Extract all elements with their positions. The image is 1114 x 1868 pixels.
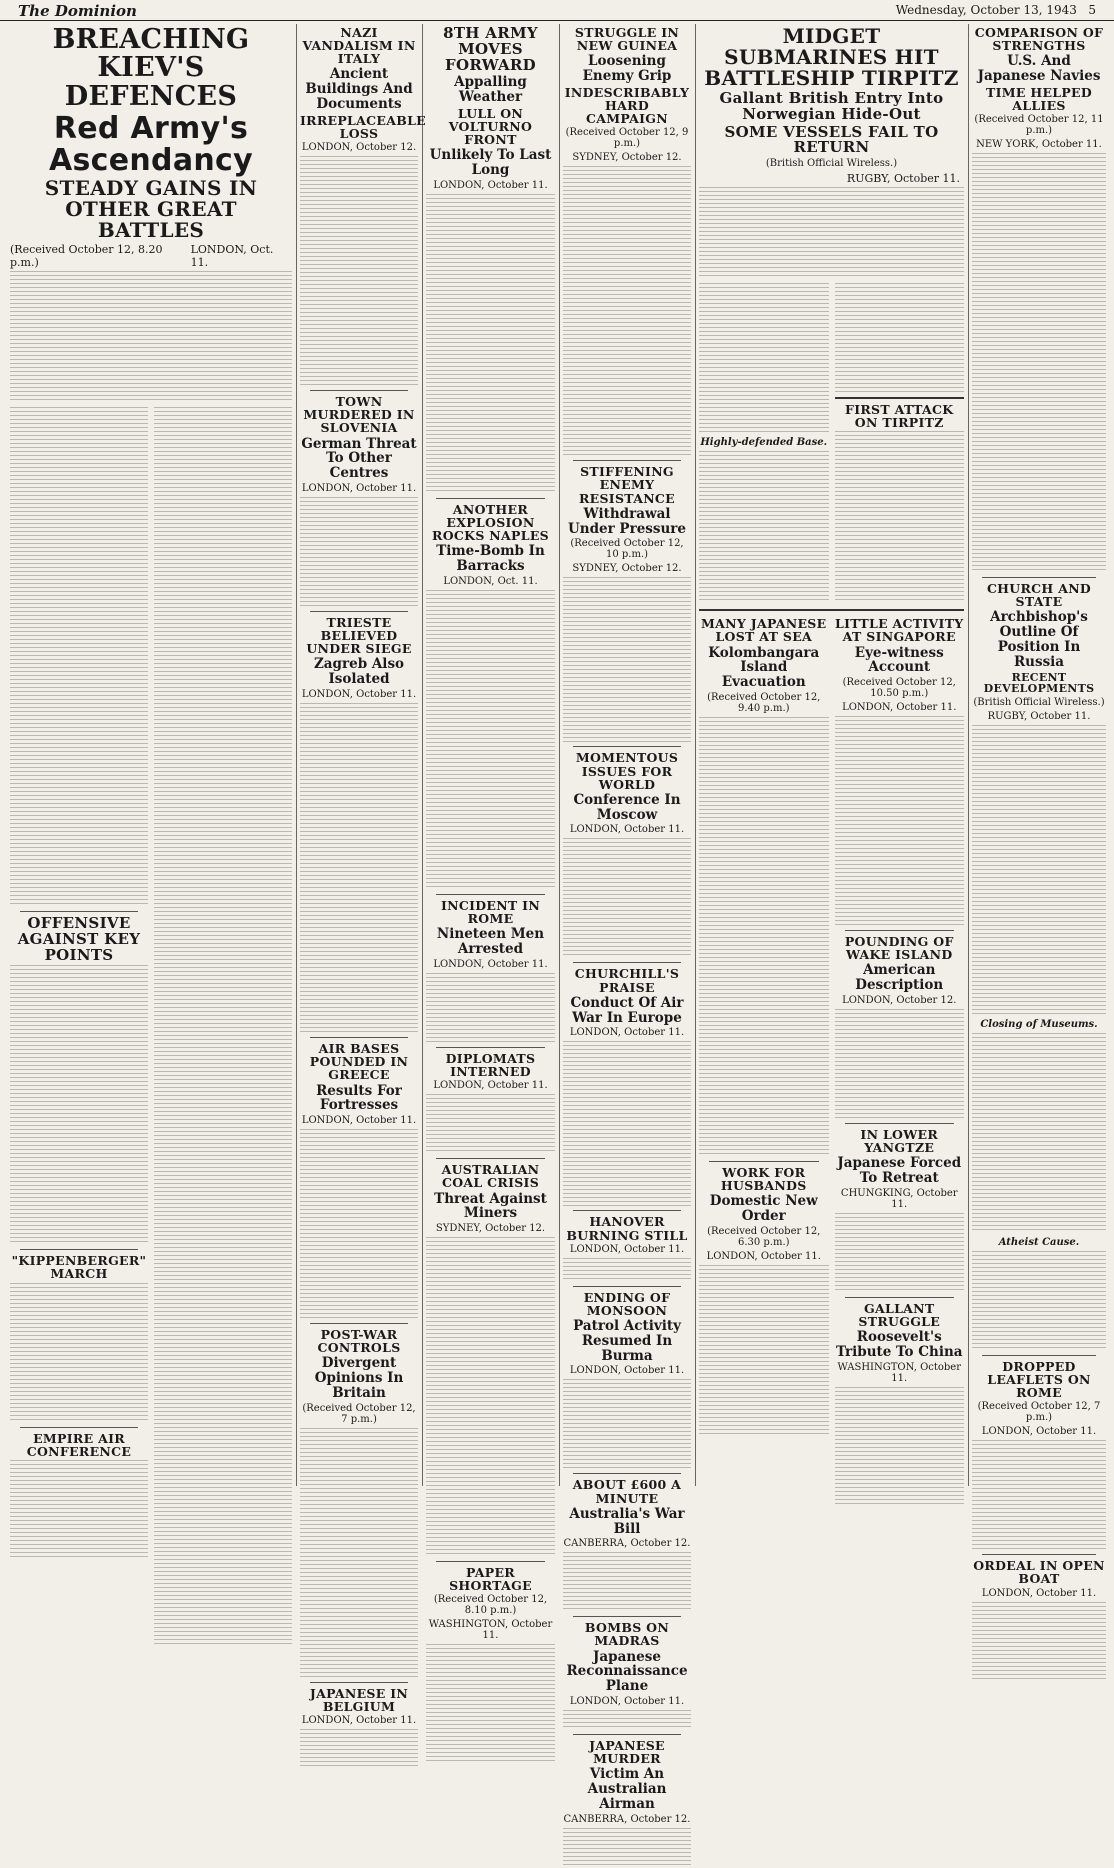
yangtze-headline: IN LOWER YANGTZE bbox=[860, 1127, 939, 1156]
dateline: LONDON, October 11. bbox=[301, 1715, 417, 1727]
belgium-headline: JAPANESE IN BELGIUM bbox=[309, 1685, 409, 1715]
dateline: LONDON, October 11. bbox=[569, 1027, 685, 1039]
war-bill-subhead: Australia's War Bill bbox=[569, 1505, 685, 1537]
singapore-headline: LITTLE ACTIVITY AT SINGAPORE bbox=[834, 616, 964, 645]
volturno-subhead: Unlikely To Last Long bbox=[429, 147, 552, 179]
post-war-headline: POST-WAR CONTROLS bbox=[317, 1327, 401, 1356]
dateline: LONDON, October 11. bbox=[569, 1243, 685, 1255]
subhead: Atheist Cause. bbox=[998, 1236, 1080, 1248]
dateline: SYDNEY, October 12. bbox=[572, 152, 682, 164]
yangtze-text bbox=[835, 1213, 965, 1293]
dateline: LONDON, October 11. bbox=[301, 689, 417, 701]
leaflets-text bbox=[972, 1440, 1106, 1550]
coal-crisis-text bbox=[426, 1237, 555, 1557]
hanover-text bbox=[563, 1258, 691, 1282]
monsoon-subhead: Patrol Activity Resumed In Burma bbox=[573, 1317, 681, 1364]
archbishop-subhead: Archbishop's Outline Of Position In Russia bbox=[990, 609, 1088, 670]
momentous-subhead: Conference In Moscow bbox=[573, 791, 681, 823]
dateline: SYDNEY, October 12. bbox=[572, 563, 682, 575]
dateline: LONDON, October 11. bbox=[569, 824, 685, 836]
dateline: LONDON, October 12. bbox=[301, 142, 417, 154]
column-rule bbox=[695, 24, 696, 1486]
dateline: CHUNGKING, October 11. bbox=[840, 1188, 958, 1211]
trieste-subhead: Zagreb Also Isolated bbox=[313, 656, 405, 688]
subhead: Highly-defended Base. bbox=[700, 437, 828, 448]
tirpitz-body-left bbox=[699, 283, 829, 433]
greece-headline: AIR BASES POUNDED IN GREECE bbox=[309, 1041, 409, 1083]
tirpitz-lead-text bbox=[699, 187, 964, 277]
dateline: LONDON, October 11. bbox=[981, 1426, 1097, 1438]
slovenia-headline: TOWN MURDERED IN SLOVENIA bbox=[303, 394, 415, 436]
column-4 bbox=[563, 24, 691, 1825]
greece-text bbox=[300, 1129, 418, 1319]
page-number: 5 bbox=[1088, 3, 1096, 17]
naples-text bbox=[426, 590, 555, 890]
dateline: RUGBY, October 11. bbox=[987, 710, 1091, 722]
received-line: (Received October 12, 11 p.m.) bbox=[974, 114, 1104, 137]
received-line: (Received October 12, 6.30 p.m.) bbox=[707, 1225, 821, 1248]
singapore-text bbox=[835, 716, 965, 926]
source-line: (British Official Wireless.) bbox=[765, 158, 898, 169]
atheist-text bbox=[972, 1251, 1106, 1351]
rome-incident-subhead: Nineteen Men Arrested bbox=[436, 926, 545, 958]
tirpitz-body-right bbox=[835, 283, 965, 393]
dateline: WASHINGTON, October 11. bbox=[428, 1619, 553, 1642]
coal-crisis-headline: AUSTRALIAN COAL CRISIS bbox=[441, 1162, 540, 1191]
received-line: (Received October 12, 9 p.m.) bbox=[565, 127, 689, 150]
source-line: (British Official Wireless.) bbox=[973, 696, 1105, 708]
comparison-headline: COMPARISON OF STRENGTHS bbox=[974, 25, 1104, 54]
gallant-struggle-headline: GALLANT STRUGGLE bbox=[858, 1301, 941, 1330]
column-3 bbox=[426, 24, 555, 1642]
momentous-headline: MOMENTOUS ISSUES FOR WORLD bbox=[575, 750, 679, 792]
dateline: LONDON, Oct. 11. bbox=[190, 243, 274, 270]
kiev-body-right bbox=[154, 407, 292, 1647]
murder-subhead: Victim An Australian Airman bbox=[587, 1766, 667, 1813]
war-bill-headline: ABOUT £600 A MINUTE bbox=[572, 1477, 682, 1506]
dateline: SYDNEY, October 12. bbox=[435, 1223, 546, 1235]
tirpitz-body-left-2 bbox=[699, 451, 829, 601]
kiev-lead-text bbox=[10, 271, 292, 401]
date-line bbox=[896, 3, 1096, 17]
dateline: LONDON, October 11. bbox=[433, 959, 548, 970]
kippenberger-text bbox=[10, 1283, 148, 1423]
singapore-subhead: Eye-witness Account bbox=[854, 644, 944, 676]
dateline: LONDON, Oct. 11. bbox=[443, 576, 538, 588]
paper-shortage-text bbox=[426, 1644, 555, 1764]
issue-date: Wednesday, October 13, 1943 bbox=[895, 3, 1077, 17]
naples-subhead: Time-Bomb In Barracks bbox=[436, 543, 545, 575]
coal-crisis-subhead: Threat Against Miners bbox=[434, 1190, 547, 1222]
husbands-text bbox=[699, 1265, 829, 1435]
vandalism-text bbox=[300, 156, 418, 386]
subhead: Closing of Museums. bbox=[980, 1018, 1098, 1030]
monsoon-headline: ENDING OF MONSOON bbox=[583, 1289, 671, 1318]
gallant-struggle-text bbox=[835, 1387, 965, 1507]
offensive-headline: OFFENSIVE AGAINST KEY POINTS bbox=[17, 914, 141, 964]
open-boat-headline: ORDEAL IN OPEN BOAT bbox=[973, 1558, 1105, 1587]
column-rule bbox=[422, 24, 423, 1486]
yangtze-subhead: Japanese Forced To Retreat bbox=[837, 1155, 962, 1187]
leaflets-headline: DROPPED LEAFLETS ON ROME bbox=[987, 1358, 1091, 1401]
masthead bbox=[0, 0, 1114, 21]
slovenia-subhead: German Threat To Other Centres bbox=[301, 435, 417, 482]
tirpitz-headline: MIDGET SUBMARINES HIT BATTLESHIP TIRPITZ bbox=[704, 24, 959, 90]
churchill-text bbox=[563, 1041, 691, 1206]
eighth-army-subhead: Appalling Weather bbox=[454, 74, 527, 106]
column-rule bbox=[968, 24, 969, 1486]
hard-campaign-headline: INDESCRIBABLY HARD CAMPAIGN bbox=[564, 84, 690, 127]
dateline: RUGBY, October 11. bbox=[846, 172, 960, 185]
museums-text bbox=[972, 1033, 1106, 1233]
slovenia-text bbox=[300, 497, 418, 607]
new-guinea-subhead: Loosening Enemy Grip bbox=[582, 53, 672, 85]
red-army-headline: Red Army's Ascendancy bbox=[49, 111, 253, 178]
vandalism-subhead: Ancient Buildings And Documents bbox=[305, 66, 413, 113]
norwegian-hideout-headline: Gallant British Entry Into Norwegian Hide-Out bbox=[719, 89, 944, 123]
dateline: LONDON, October 11. bbox=[981, 1587, 1097, 1599]
column-1 bbox=[10, 24, 292, 1488]
kolombangara-subhead: Kolombangara Island Evacuation bbox=[708, 644, 820, 691]
received-line: (Received October 12, 10 p.m.) bbox=[570, 538, 684, 561]
husbands-headline: WORK FOR HUSBANDS bbox=[720, 1165, 807, 1194]
column-7 bbox=[972, 24, 1106, 1599]
church-state-text bbox=[972, 725, 1106, 1015]
dateline: LONDON, October 11. bbox=[433, 180, 548, 191]
trieste-text bbox=[300, 703, 418, 1033]
dateline: LONDON, October 12. bbox=[842, 995, 957, 1007]
hanover-headline: HANOVER BURNING STILL bbox=[566, 1214, 688, 1243]
volturno-text bbox=[426, 194, 555, 494]
husbands-subhead: Domestic New Order bbox=[709, 1193, 818, 1225]
air-conference-headline: EMPIRE AIR CONFERENCE bbox=[26, 1430, 132, 1459]
vandalism-headline: NAZI VANDALISM IN ITALY bbox=[302, 25, 416, 67]
madras-subhead: Japanese Reconnaissance Plane bbox=[566, 1648, 688, 1695]
wake-island-text bbox=[835, 1009, 965, 1119]
volturno-headline: LULL ON VOLTURNO FRONT bbox=[448, 105, 533, 148]
vessels-headline: SOME VESSELS FAIL TO RETURN bbox=[724, 122, 939, 157]
war-bill-text bbox=[563, 1552, 691, 1612]
wake-island-headline: POUNDING OF WAKE ISLAND bbox=[844, 934, 954, 963]
churchill-subhead: Conduct Of Air War In Europe bbox=[570, 994, 684, 1026]
greece-subhead: Results For Fortresses bbox=[316, 1082, 402, 1114]
dateline: LONDON, October 11. bbox=[569, 1696, 685, 1708]
air-conference-text bbox=[10, 1460, 148, 1560]
stiffening-text bbox=[563, 577, 691, 742]
received-line: (Received October 12, 7 p.m.) bbox=[302, 1402, 416, 1425]
rome-incident-text bbox=[426, 973, 555, 1043]
steady-gains-headline: STEADY GAINS IN OTHER GREAT BATTLES bbox=[44, 176, 258, 243]
column-rule bbox=[296, 24, 297, 1486]
madras-headline: BOMBS ON MADRAS bbox=[584, 1620, 670, 1649]
irreplaceable-headline: IRREPLACEABLE LOSS bbox=[300, 112, 426, 142]
comparison-text bbox=[972, 153, 1106, 573]
dateline: LONDON, October 11. bbox=[706, 1250, 821, 1262]
dateline: NEW YORK, October 11. bbox=[976, 139, 1102, 151]
dateline: LONDON, October 11. bbox=[433, 1080, 548, 1092]
diplomats-headline: DIPLOMATS INTERNED bbox=[445, 1051, 536, 1080]
columns-5-6 bbox=[699, 24, 964, 1488]
first-attack-text bbox=[835, 431, 965, 601]
churchill-headline: CHURCHILL'S PRAISE bbox=[574, 966, 680, 995]
time-helped-headline: TIME HELPED ALLIES bbox=[985, 84, 1093, 114]
new-guinea-text bbox=[563, 166, 691, 456]
post-war-text bbox=[300, 1428, 418, 1678]
paper-shortage-headline: PAPER SHORTAGE bbox=[449, 1565, 532, 1594]
paper-name: The Dominion bbox=[18, 2, 137, 20]
japanese-lost-headline: MANY JAPANESE LOST AT SEA bbox=[701, 616, 827, 645]
monsoon-text bbox=[563, 1379, 691, 1469]
madras-text bbox=[563, 1710, 691, 1730]
stiffening-subhead: Withdrawal Under Pressure bbox=[568, 505, 686, 537]
dateline: WASHINGTON, October 11. bbox=[837, 1362, 962, 1384]
kiev-headline: BREACHING KIEV'S DEFENCES bbox=[52, 24, 250, 112]
received-line: (Received October 12, 10.50 p.m.) bbox=[842, 677, 956, 700]
diplomats-text bbox=[426, 1094, 555, 1154]
dateline: LONDON, October 11. bbox=[301, 1115, 417, 1127]
roosevelt-subhead: Roosevelt's Tribute To China bbox=[835, 1329, 963, 1361]
column-rule bbox=[559, 24, 560, 1486]
offensive-text bbox=[10, 965, 148, 1245]
post-war-subhead: Divergent Opinions In Britain bbox=[314, 1355, 404, 1402]
received-line: (Received October 12, 7 p.m.) bbox=[977, 1401, 1101, 1424]
murder-headline: JAPANESE MURDER bbox=[589, 1738, 665, 1767]
received-line: (Received October 12, 9.40 p.m.) bbox=[707, 692, 821, 715]
trieste-headline: TRIESTE BELIEVED UNDER SIEGE bbox=[306, 615, 412, 657]
murder-text bbox=[563, 1828, 691, 1868]
dateline: CANBERRA, October 12. bbox=[563, 1813, 691, 1825]
kiev-body-left bbox=[10, 407, 148, 907]
japanese-lost-text bbox=[699, 717, 829, 1157]
received-line: (Received October 12, 8.20 p.m.) bbox=[10, 243, 163, 270]
received-line: (Received October 12, 8.10 p.m.) bbox=[433, 1594, 548, 1617]
open-boat-text bbox=[972, 1602, 1106, 1682]
recent-developments-headline: RECENT DEVELOPMENTS bbox=[983, 670, 1095, 696]
column-2 bbox=[300, 24, 426, 1727]
dateline: LONDON, October 11. bbox=[842, 702, 957, 714]
new-guinea-headline: STRUGGLE IN NEW GUINEA bbox=[574, 25, 680, 54]
belgium-text bbox=[300, 1729, 418, 1769]
dateline: LONDON, October 11. bbox=[569, 1365, 685, 1377]
stiffening-headline: STIFFENING ENEMY RESISTANCE bbox=[578, 464, 676, 506]
naples-headline: ANOTHER EXPLOSION ROCKS NAPLES bbox=[432, 502, 549, 544]
kippenberger-headline: "KIPPENBERGER" MARCH bbox=[11, 1253, 147, 1282]
wake-island-subhead: American Description bbox=[855, 962, 944, 994]
church-state-headline: CHURCH AND STATE bbox=[986, 581, 1092, 610]
rome-incident-headline: INCIDENT IN ROME bbox=[440, 898, 541, 927]
eighth-army-headline: 8TH ARMY MOVES FORWARD bbox=[443, 24, 538, 74]
dateline: CANBERRA, October 12. bbox=[563, 1538, 691, 1550]
first-attack-headline: FIRST ATTACK ON TIRPITZ bbox=[845, 402, 954, 431]
momentous-text bbox=[563, 838, 691, 958]
dateline: LONDON, October 11. bbox=[301, 483, 417, 495]
navies-subhead: U.S. And Japanese Navies bbox=[977, 53, 1101, 85]
